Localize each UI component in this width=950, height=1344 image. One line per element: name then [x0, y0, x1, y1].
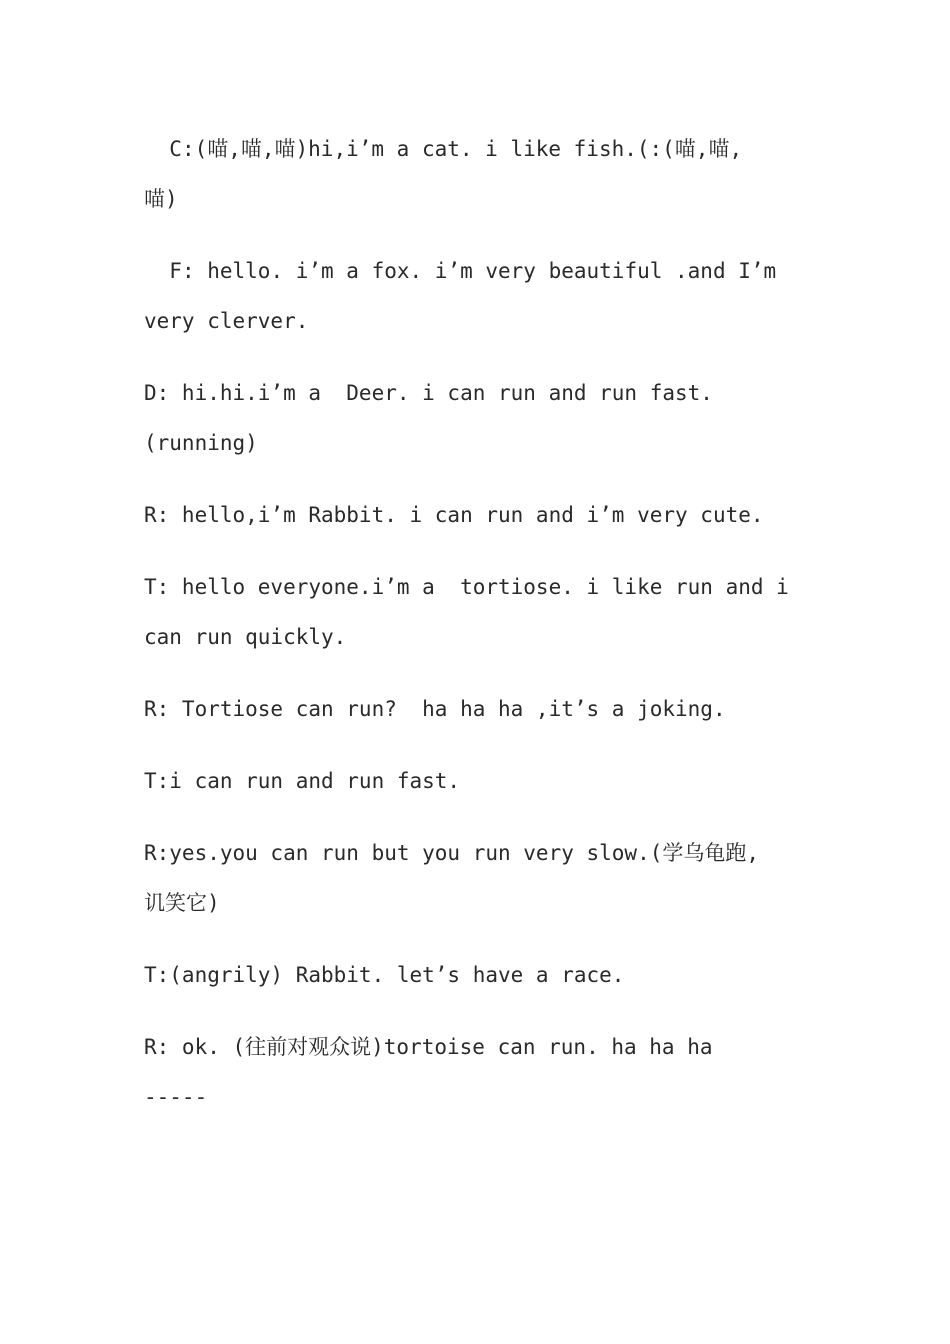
dialogue-line-tortoise-reply: T:i can run and run fast. — [144, 769, 461, 793]
dialogue-line-rabbit-ok: R: ok. (往前对观众说)tortoise can run. ha ha ha ----- — [144, 1035, 713, 1109]
dialogue-line-cat: C:(喵,喵,喵)hi,i’m a cat. i like fish.(:(喵,喵, 喵) — [144, 137, 743, 211]
dialogue-line-deer: D: hi.hi.i’m a Deer. i can run and run fast. (running) — [144, 381, 713, 455]
dialogue-line-rabbit-mock: R: Tortiose can run? ha ha ha ,it’s a joking. — [144, 697, 726, 721]
dialogue-line-tortoise-race: T:(angrily) Rabbit. let’s have a race. — [144, 963, 625, 987]
dialogue-line-rabbit-intro: R: hello,i’m Rabbit. i can run and i’m very cute. — [144, 503, 764, 527]
dialogue-line-rabbit-slow: R:yes.you can run but you run very slow.(学乌龟跑, 讥笑它) — [144, 841, 760, 915]
dialogue-line-fox: F: hello. i’m a fox. i’m very beautiful .and I’m very clerver. — [144, 259, 777, 333]
dialogue-line-tortoise-intro: T: hello everyone.i’m a tortiose. i like run and i can run quickly. — [144, 575, 789, 649]
